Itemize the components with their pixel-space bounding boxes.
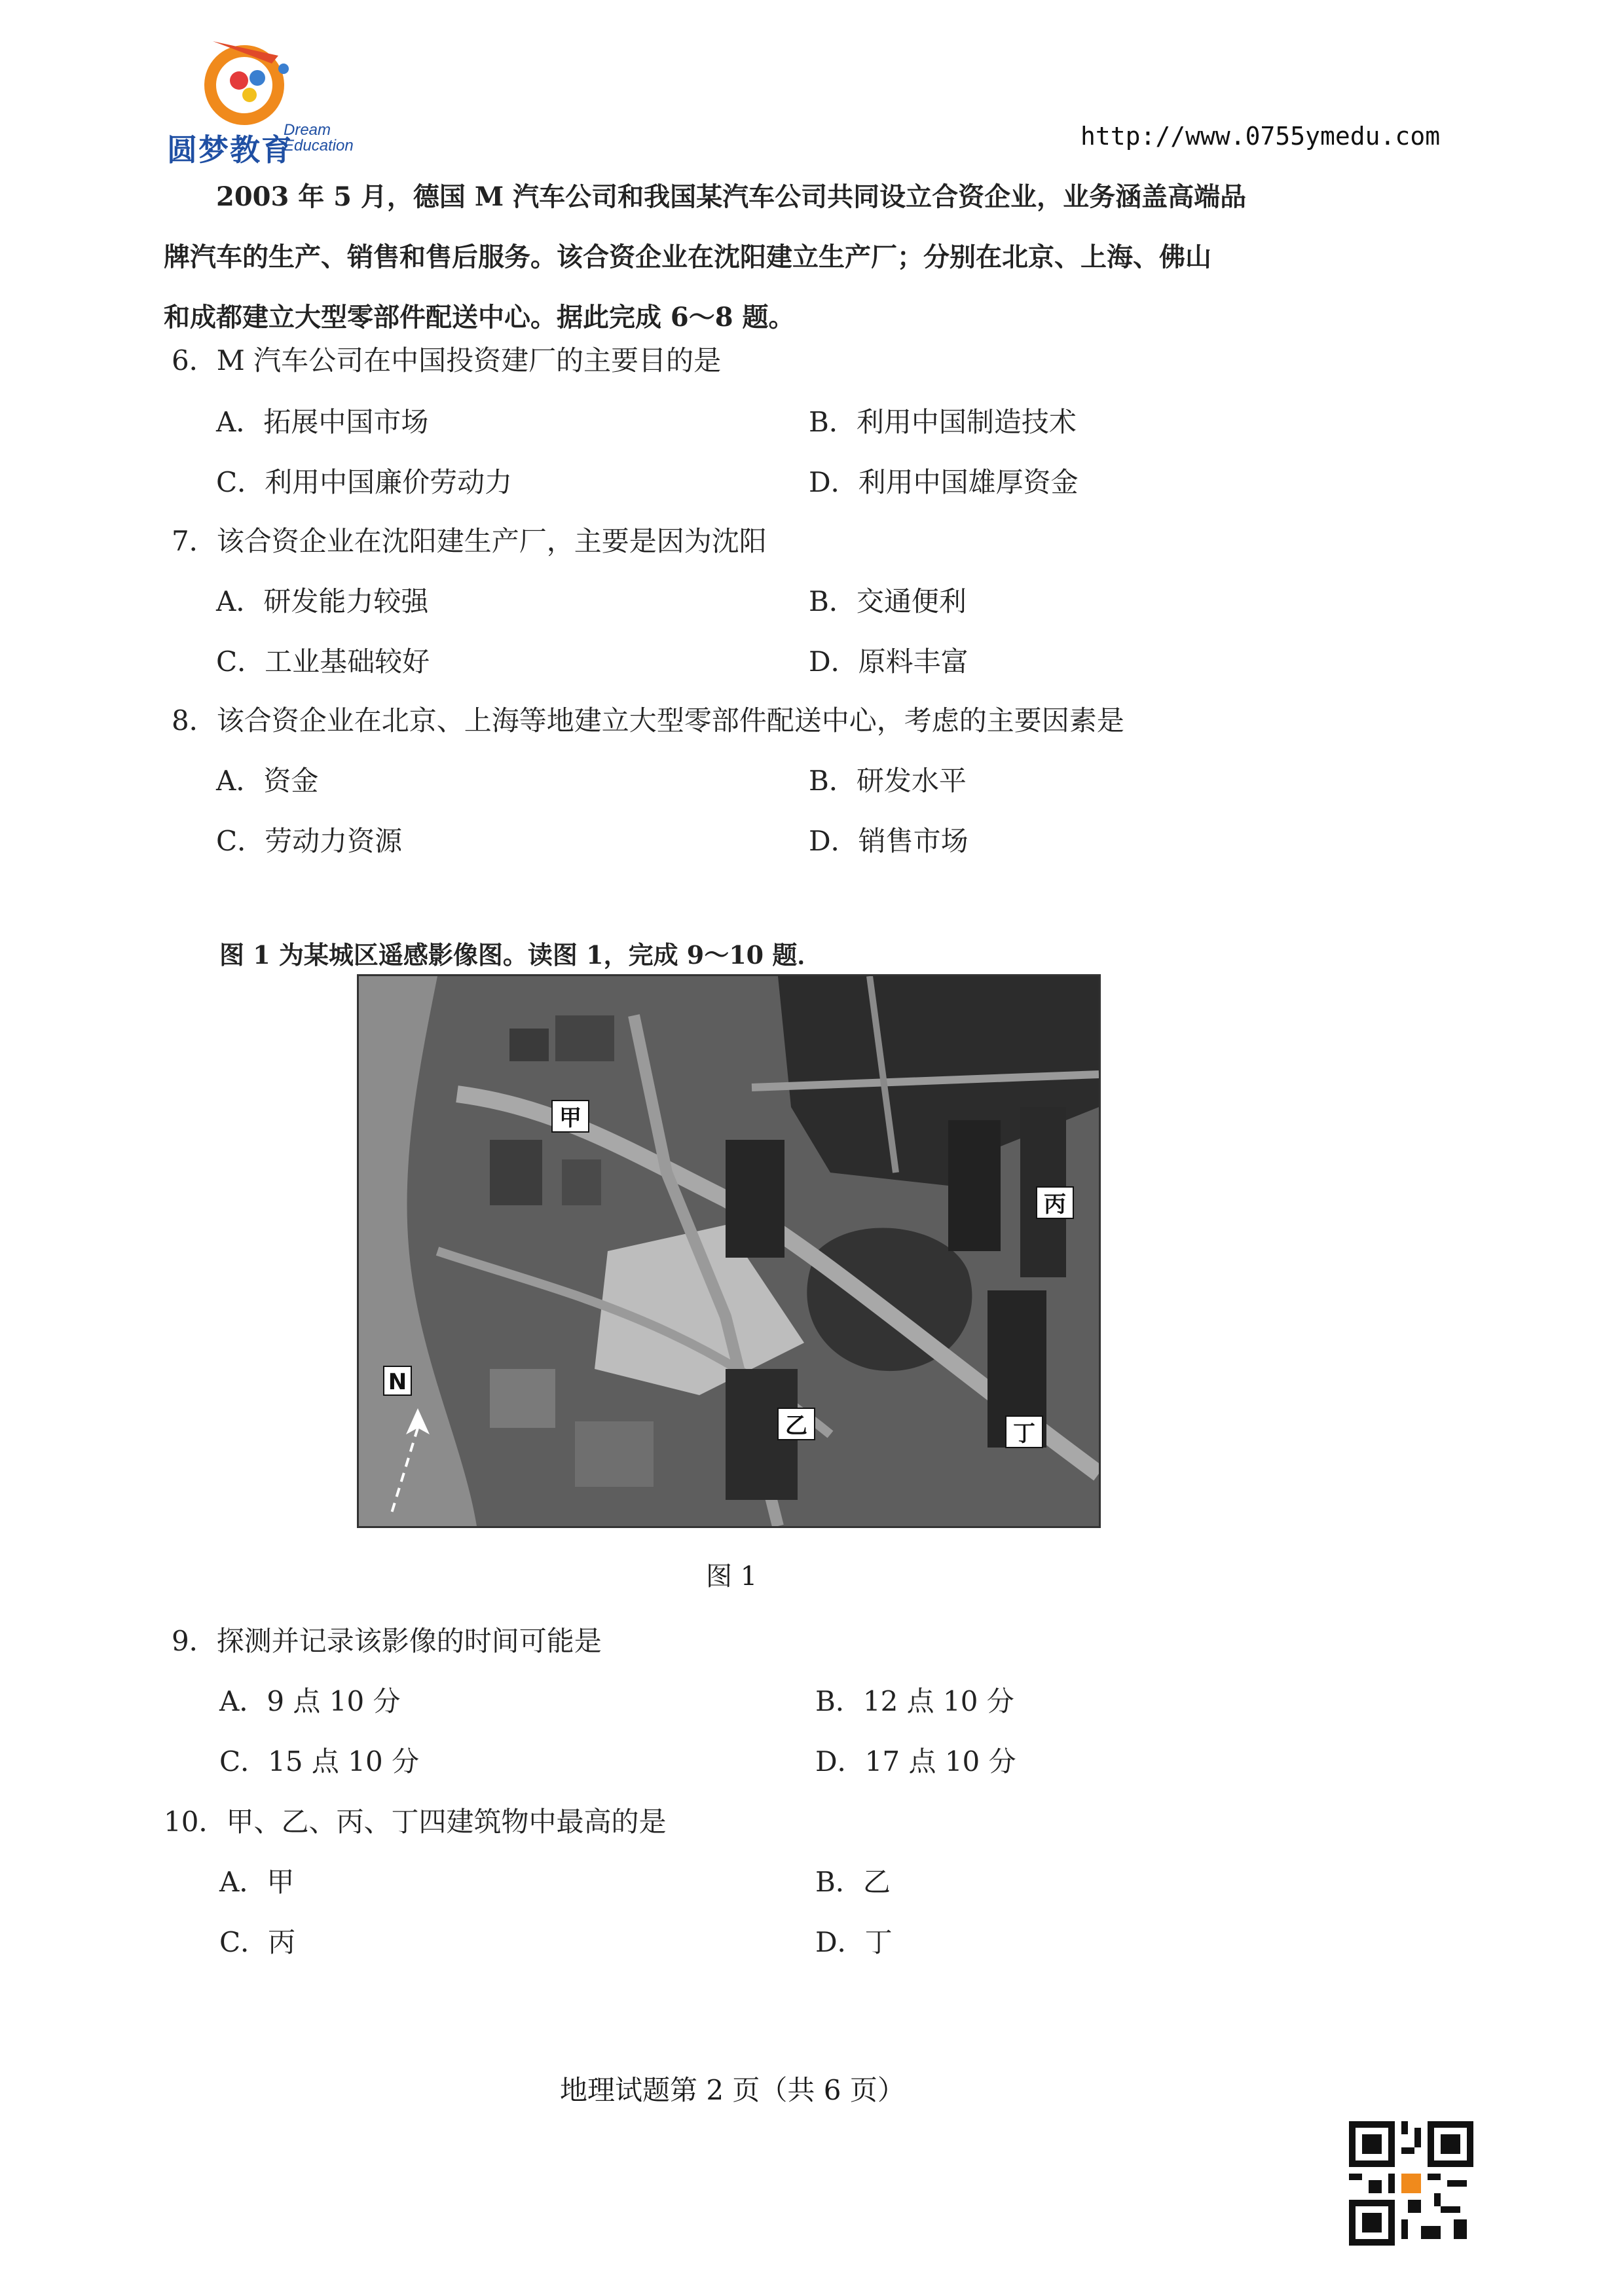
q9-option-c: C．15 点 10 分	[219, 1745, 420, 1777]
q10-option-a: A．甲	[219, 1866, 295, 1898]
figure-intro: 图 1 为某城区遥感影像图。读图 1，完成 9～10 题．	[219, 940, 822, 970]
question-6: 6．M 汽车公司在中国投资建厂的主要目的是	[172, 344, 722, 376]
label-jia: 甲	[559, 1105, 581, 1131]
intro-line-2: 牌汽车的生产、销售和售后服务。该合资企业在沈阳建立生产厂；分别在北京、上海、佛山	[164, 242, 1211, 272]
logo-text-en-1: Dream	[284, 121, 331, 139]
q9-option-d: D．17 点 10 分	[815, 1745, 1016, 1777]
q7-option-b: B．交通便利	[809, 585, 967, 617]
q7-option-d: D．原料丰富	[809, 646, 969, 678]
intro-line-1: 2003 年 5 月，德国 M 汽车公司和我国某汽车公司共同设立合资企业，业务涵盖高端品	[216, 181, 1247, 212]
q7-option-a: A．研发能力较强	[216, 585, 429, 617]
intro-line-3: 和成都建立大型零部件配送中心。据此完成 6～8 题。	[164, 302, 795, 333]
question-7: 7．该合资企业在沈阳建生产厂，主要是因为沈阳	[172, 525, 767, 557]
intro-paragraph	[164, 167, 1290, 348]
logo-text-en	[284, 122, 354, 154]
north-label: N	[388, 1369, 407, 1395]
q6-option-d: D．利用中国雄厚资金	[809, 466, 1079, 498]
q6-option-b: B．利用中国制造技术	[809, 406, 1077, 438]
logo-text-cn: 圆梦教育	[167, 132, 293, 168]
logo-text-en-2: Education	[284, 137, 354, 155]
question-10: 10．甲、乙、丙、丁四建筑物中最高的是	[164, 1806, 667, 1838]
q8-option-a: A．资金	[216, 765, 319, 797]
logo-emblem-icon	[167, 29, 363, 128]
q8-option-b: B．研发水平	[809, 765, 967, 797]
label-yi: 乙	[785, 1413, 807, 1439]
figure-caption: 图 1	[706, 1561, 758, 1592]
q9-option-b: B．12 点 10 分	[815, 1685, 1014, 1717]
q10-option-b: B．乙	[815, 1866, 891, 1898]
logo	[167, 29, 363, 168]
remote-sensing-image	[357, 974, 1101, 1528]
header-url[interactable]: http://www.0755ymedu.com	[1080, 122, 1441, 151]
q7-option-c: C．工业基础较好	[216, 646, 430, 678]
q10-option-d: D．丁	[815, 1926, 893, 1958]
page-footer: 地理试题第 2 页（共 6 页）	[560, 2074, 905, 2106]
q6-option-a: A．拓展中国市场	[216, 406, 429, 438]
q9-option-a: A．9 点 10 分	[219, 1685, 401, 1717]
question-9: 9．探测并记录该影像的时间可能是	[172, 1625, 602, 1657]
label-ding: 丁	[1013, 1421, 1035, 1447]
qr-code-icon	[1349, 2121, 1473, 2246]
question-8: 8．该合资企业在北京、上海等地建立大型零部件配送中心，考虑的主要因素是	[172, 704, 1124, 737]
q8-option-d: D．销售市场	[809, 825, 969, 857]
q8-option-c: C．劳动力资源	[216, 825, 403, 857]
label-bing: 丙	[1044, 1192, 1066, 1218]
q10-option-c: C．丙	[219, 1926, 296, 1958]
q6-option-c: C．利用中国廉价劳动力	[216, 466, 513, 498]
